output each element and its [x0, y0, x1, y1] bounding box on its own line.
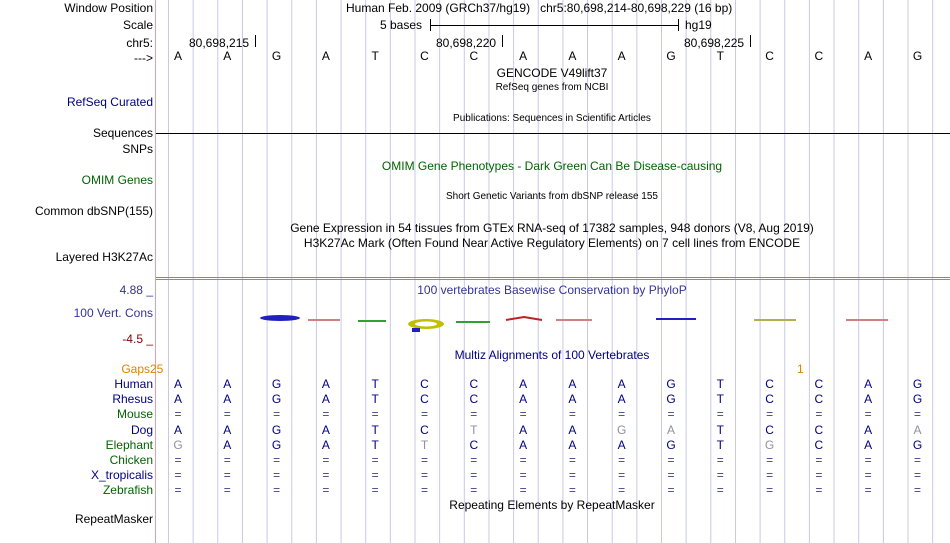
alignment-base: =: [913, 468, 922, 483]
alignment-base: =: [371, 407, 379, 422]
alignment-base: =: [519, 483, 527, 498]
scale-assembly: hg19: [685, 18, 712, 32]
alignment-base: =: [223, 483, 231, 498]
alignment-base: A: [617, 392, 626, 407]
alignment-base: =: [174, 407, 182, 422]
alignment-base: =: [667, 483, 675, 498]
dbsnp-title[interactable]: Short Genetic Variants from dbSNP release 155: [446, 191, 658, 202]
alignment-base: =: [913, 483, 922, 498]
alignment-base: =: [470, 407, 478, 422]
cons-label[interactable]: 100 Vert. Cons: [73, 306, 153, 320]
alignment-base: C: [469, 392, 479, 407]
alignment-base: A: [913, 422, 922, 437]
alignment-base: =: [864, 453, 872, 467]
alignment-base: T: [371, 392, 379, 407]
alignment-base: A: [223, 437, 232, 452]
alignment-base: A: [519, 392, 528, 407]
alignment-base: =: [273, 468, 281, 483]
alignment-base: =: [223, 468, 231, 483]
omim-title[interactable]: OMIM Gene Phenotypes - Dark Green Can Be Disease-causing: [381, 159, 723, 173]
alignment-base: =: [618, 468, 626, 483]
base-letter: A: [568, 49, 577, 63]
refseq-subtitle: RefSeq genes from NCBI: [495, 82, 609, 93]
scale-bar: [430, 25, 678, 26]
alignment-base: G: [764, 437, 775, 452]
alignment-base: =: [322, 407, 330, 422]
alignment-base: =: [420, 407, 429, 422]
alignment-base: =: [766, 468, 774, 483]
alignment-base: =: [913, 407, 922, 422]
alignment-base: =: [223, 453, 231, 467]
alignment-base: G: [912, 437, 923, 452]
alignment-base: A: [864, 392, 873, 407]
alignment-base: =: [815, 453, 823, 467]
cons-min: -4.5 _: [122, 332, 153, 346]
alignment-base: =: [568, 407, 576, 422]
window-position-value[interactable]: Human Feb. 2009 (GRCh37/hg19) chr5:80,698,214-80,698,229 (16 bp): [346, 1, 733, 15]
alignment-base: =: [470, 483, 478, 498]
publications-title[interactable]: Publications: Sequences in Scientific Articles: [453, 113, 651, 124]
alignment-base: =: [913, 453, 922, 467]
alignment-base: =: [519, 453, 527, 467]
gtex-title[interactable]: Gene Expression in 54 tissues from GTEx RNA-seq of 17382 samples, 948 donors (V8, Aug 2019): [290, 221, 814, 235]
base-letter: A: [223, 49, 232, 63]
alignment-base: =: [470, 468, 478, 483]
alignment-base: A: [173, 377, 183, 391]
base-letter: C: [469, 49, 479, 63]
cons-title[interactable]: 100 vertebrates Basewise Conservation by PhyloP: [417, 283, 687, 297]
alignment-base: =: [322, 483, 330, 498]
alignment-base: G: [271, 437, 282, 452]
alignment-base: =: [273, 453, 281, 467]
alignment-base: =: [618, 453, 626, 467]
alignment-base: =: [519, 468, 527, 483]
alignment-base: =: [667, 453, 675, 467]
species-label-mouse[interactable]: Mouse: [116, 407, 153, 422]
alignment-base: A: [519, 422, 528, 437]
alignment-base: =: [618, 407, 626, 422]
h3k27-title[interactable]: H3K27Ac Mark (Often Found Near Active Regulatory Elements) on 7 cell lines from ENCODE: [303, 236, 801, 250]
alignment-base: A: [321, 377, 330, 391]
base-letter: T: [371, 49, 379, 63]
alignment-base: A: [223, 392, 232, 407]
alignment-base: C: [765, 422, 774, 437]
alignment-base: C: [765, 377, 774, 391]
alignment-base: G: [617, 422, 627, 437]
alignment-base: A: [568, 392, 577, 407]
alignment-base: =: [716, 453, 724, 467]
snps-label[interactable]: SNPs: [122, 142, 153, 156]
scale-bar-left-end: [430, 19, 431, 31]
base-letter: G: [271, 49, 282, 63]
alignment-base: =: [568, 453, 576, 467]
sequences-line: [156, 133, 950, 134]
species-label-dog[interactable]: Dog: [130, 422, 153, 437]
alignment-base: =: [174, 483, 182, 498]
alignment-base: =: [322, 468, 330, 483]
alignment-base: A: [864, 377, 873, 391]
alignment-base: =: [766, 483, 774, 498]
alignment-base: =: [174, 453, 182, 467]
alignment-base: =: [766, 407, 774, 422]
repeat-title[interactable]: Repeating Elements by RepeatMasker: [449, 498, 655, 512]
base-letter: A: [617, 49, 626, 63]
multiz-title[interactable]: Multiz Alignments of 100 Vertebrates: [454, 348, 650, 362]
alignment-base: =: [667, 407, 675, 422]
sequences-label[interactable]: Sequences: [92, 126, 153, 140]
alignment-base: G: [173, 437, 183, 452]
alignment-base: T: [470, 422, 478, 437]
alignment-base: =: [864, 407, 872, 422]
alignment-base: T: [716, 392, 724, 407]
window-position-label: Window Position: [64, 1, 153, 15]
alignment-base: G: [666, 377, 676, 391]
alignment-base: =: [766, 453, 774, 467]
omim-label[interactable]: OMIM Genes: [81, 173, 153, 187]
alignment-base: =: [618, 483, 626, 498]
alignment-base: T: [716, 437, 724, 452]
alignment-base: C: [814, 377, 824, 391]
alignment-base: =: [322, 453, 330, 467]
ruler-tick-3: [750, 35, 751, 47]
alignment-base: A: [864, 422, 873, 437]
alignment-base: A: [568, 422, 577, 437]
alignment-base: =: [815, 407, 823, 422]
scale-value: 5 bases: [380, 18, 423, 32]
conservation-logo: [156, 310, 950, 336]
species-label-elephant[interactable]: Elephant: [105, 437, 153, 452]
species-label-x_tropicalis[interactable]: X_tropicalis: [90, 468, 153, 483]
alignment-base: A: [321, 437, 330, 452]
alignment-base: =: [174, 468, 182, 483]
alignment-base: T: [371, 422, 379, 437]
alignment-base: =: [273, 407, 281, 422]
alignment-base: T: [716, 377, 724, 391]
alignment-base: C: [420, 392, 429, 407]
dbsnp-label[interactable]: Common dbSNP(155): [34, 204, 153, 218]
alignment-base: T: [420, 437, 429, 452]
base-letter: T: [716, 49, 724, 63]
base-letter: A: [321, 49, 330, 63]
alignment-base: =: [568, 468, 576, 483]
alignment-base: =: [371, 453, 379, 467]
alignment-base: A: [519, 377, 528, 391]
cons-max: 4.88 _: [119, 283, 153, 297]
alignment-base: =: [815, 483, 823, 498]
alignment-base: =: [716, 468, 724, 483]
alignment-base: T: [371, 437, 379, 452]
species-label-human[interactable]: Human: [114, 377, 153, 391]
ruler-tick-2: [502, 35, 503, 47]
alignment-base: C: [814, 422, 824, 437]
base-letter: C: [765, 49, 774, 63]
alignment-base: A: [519, 437, 528, 452]
alignment-base: C: [814, 392, 824, 407]
base-letter: G: [912, 49, 923, 63]
base-letter: A: [864, 49, 873, 63]
ruler-position-3: 80,698,225: [684, 36, 745, 50]
gencode-title[interactable]: GENCODE V49lift37: [496, 66, 608, 80]
species-label-rhesus[interactable]: Rhesus: [112, 392, 153, 407]
alignment-base: G: [271, 422, 282, 437]
species-label-zebrafish[interactable]: Zebrafish: [102, 483, 153, 498]
alignment-base: C: [420, 422, 429, 437]
alignment-base: =: [420, 468, 429, 483]
base-letter: A: [519, 49, 528, 63]
base-letter: A: [173, 49, 183, 63]
section-divider-top: [156, 277, 950, 278]
gaps-right-count: 1: [797, 362, 804, 376]
alignment-base: C: [469, 437, 479, 452]
alignment-base: A: [666, 422, 676, 437]
scale-label: Scale: [122, 18, 153, 32]
alignment-base: G: [912, 377, 923, 391]
gaps-left-count: 25: [150, 362, 164, 376]
scale-bar-right-end: [678, 19, 679, 31]
alignment-base: =: [371, 468, 379, 483]
gaps-label: Gaps: [121, 362, 150, 376]
alignment-base: =: [864, 468, 872, 483]
base-letter: C: [420, 49, 429, 63]
alignment-base: A: [173, 422, 183, 437]
alignment-base: A: [568, 437, 577, 452]
alignment-base: G: [666, 392, 676, 407]
alignment-base: =: [223, 407, 231, 422]
alignment-base: A: [173, 392, 183, 407]
repeat-label[interactable]: RepeatMasker: [74, 512, 153, 526]
alignment-base: A: [568, 377, 577, 391]
alignment-base: C: [420, 377, 429, 391]
section-divider-bottom: [156, 279, 950, 280]
alignment-base: =: [864, 483, 872, 498]
alignment-base: C: [469, 377, 479, 391]
ruler-tick-1: [255, 35, 256, 47]
alignment-base: G: [271, 392, 282, 407]
alignment-base: T: [716, 422, 724, 437]
alignment-base: =: [519, 407, 527, 422]
alignment-base: =: [568, 483, 576, 498]
alignment-base: =: [470, 453, 478, 467]
alignment-base: =: [716, 407, 724, 422]
alignment-base: G: [912, 392, 923, 407]
alignment-base: A: [223, 422, 232, 437]
h3k27-label[interactable]: Layered H3K27Ac: [55, 250, 153, 264]
alignment-base: A: [617, 377, 626, 391]
alignment-base: C: [814, 437, 824, 452]
alignment-base: A: [223, 377, 232, 391]
alignment-base: G: [271, 377, 282, 391]
alignment-base: T: [371, 377, 379, 391]
alignment-base: =: [371, 483, 379, 498]
alignment-base: A: [617, 437, 626, 452]
ruler-position-2: 80,698,220: [436, 36, 497, 50]
base-letter: C: [814, 49, 824, 63]
alignment-base: =: [667, 468, 675, 483]
alignment-base: =: [273, 483, 281, 498]
alignment-base: =: [420, 453, 429, 467]
alignment-base: A: [321, 422, 330, 437]
alignment-base: =: [420, 483, 429, 498]
alignment-base: =: [815, 468, 823, 483]
ruler-position-1: 80,698,215: [189, 36, 250, 50]
chrom-label: chr5:: [126, 36, 153, 50]
alignment-base: C: [765, 392, 774, 407]
species-label-chicken[interactable]: Chicken: [109, 453, 153, 467]
refseq-label[interactable]: RefSeq Curated: [66, 95, 153, 109]
alignment-base: A: [864, 437, 873, 452]
strand-label: --->: [134, 51, 153, 65]
base-letter: G: [666, 49, 676, 63]
alignment-base: G: [666, 437, 676, 452]
alignment-base: =: [716, 483, 724, 498]
alignment-base: A: [321, 392, 330, 407]
